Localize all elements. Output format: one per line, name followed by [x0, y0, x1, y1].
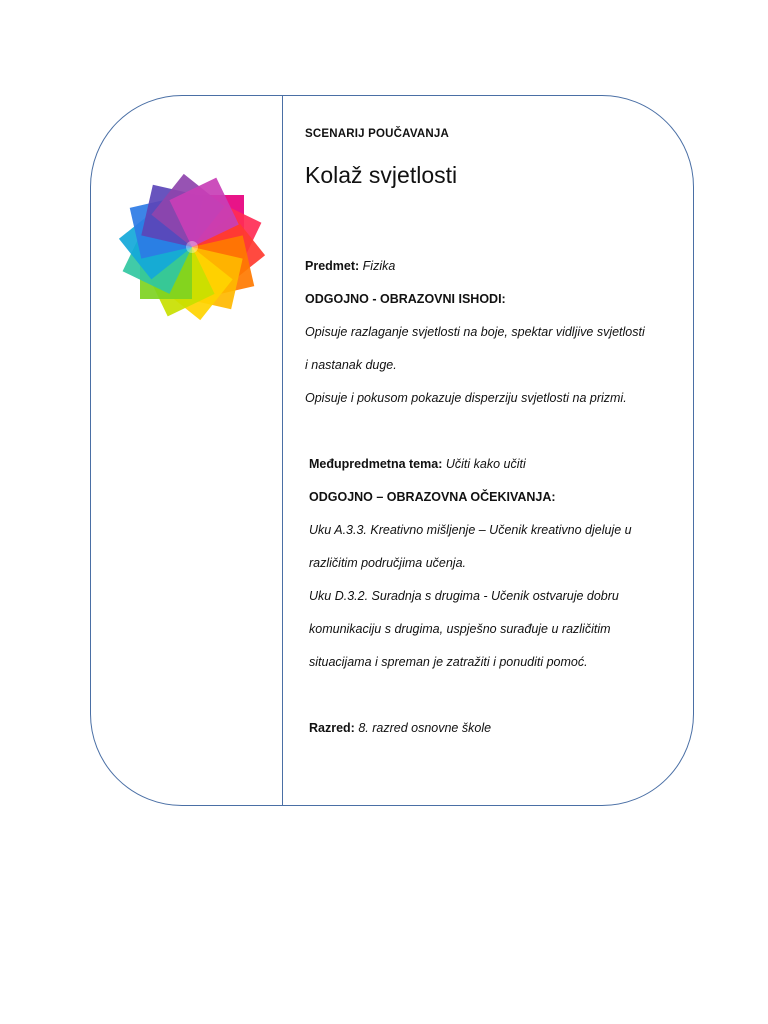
expectation-line: Uku D.3.2. Suradnja s drugima - Učenik ostvaruje dobru: [309, 589, 619, 603]
column-divider: [282, 95, 283, 806]
document-kicker: SCENARIJ POUČAVANJA: [305, 128, 449, 140]
outcome-line: Opisuje i pokusom pokazuje disperziju svjetlosti na prizmi.: [305, 391, 627, 405]
expectation-line: različitim područjima učenja.: [309, 556, 467, 570]
page-title: Kolaž svjetlosti: [305, 162, 458, 188]
crosscurricular-row: [309, 457, 526, 472]
outcome-line: i nastanak duge.: [305, 358, 397, 372]
expectation-line: komunikaciju s drugima, uspješno surađuje u različitim: [309, 622, 611, 636]
expectation-line: situacijama i spreman je zatražiti i ponuditi pomoć.: [309, 655, 588, 669]
subject-label: Predmet:: [305, 259, 360, 273]
subject-value: Fizika: [362, 259, 396, 273]
grade-row: [309, 721, 491, 736]
subject-row: [305, 259, 395, 274]
crosscurricular-value: Učiti kako učiti: [445, 457, 526, 471]
colorful-paper-rosette-icon: [108, 163, 276, 331]
outcomes-heading: ODGOJNO - OBRAZOVNI ISHODI:: [305, 292, 506, 306]
expectation-line: Uku A.3.3. Kreativno mišljenje – Učenik kreativno djeluje u: [309, 523, 632, 537]
grade-label: Razred:: [309, 721, 355, 735]
expectations-heading: ODGOJNO – OBRAZOVNA OČEKIVANJA:: [309, 490, 556, 504]
grade-value: 8. razred osnovne škole: [358, 721, 492, 735]
outcome-line: Opisuje razlaganje svjetlosti na boje, spektar vidljive svjetlosti: [305, 325, 645, 339]
crosscurricular-label: Međupredmetna tema:: [309, 457, 443, 471]
